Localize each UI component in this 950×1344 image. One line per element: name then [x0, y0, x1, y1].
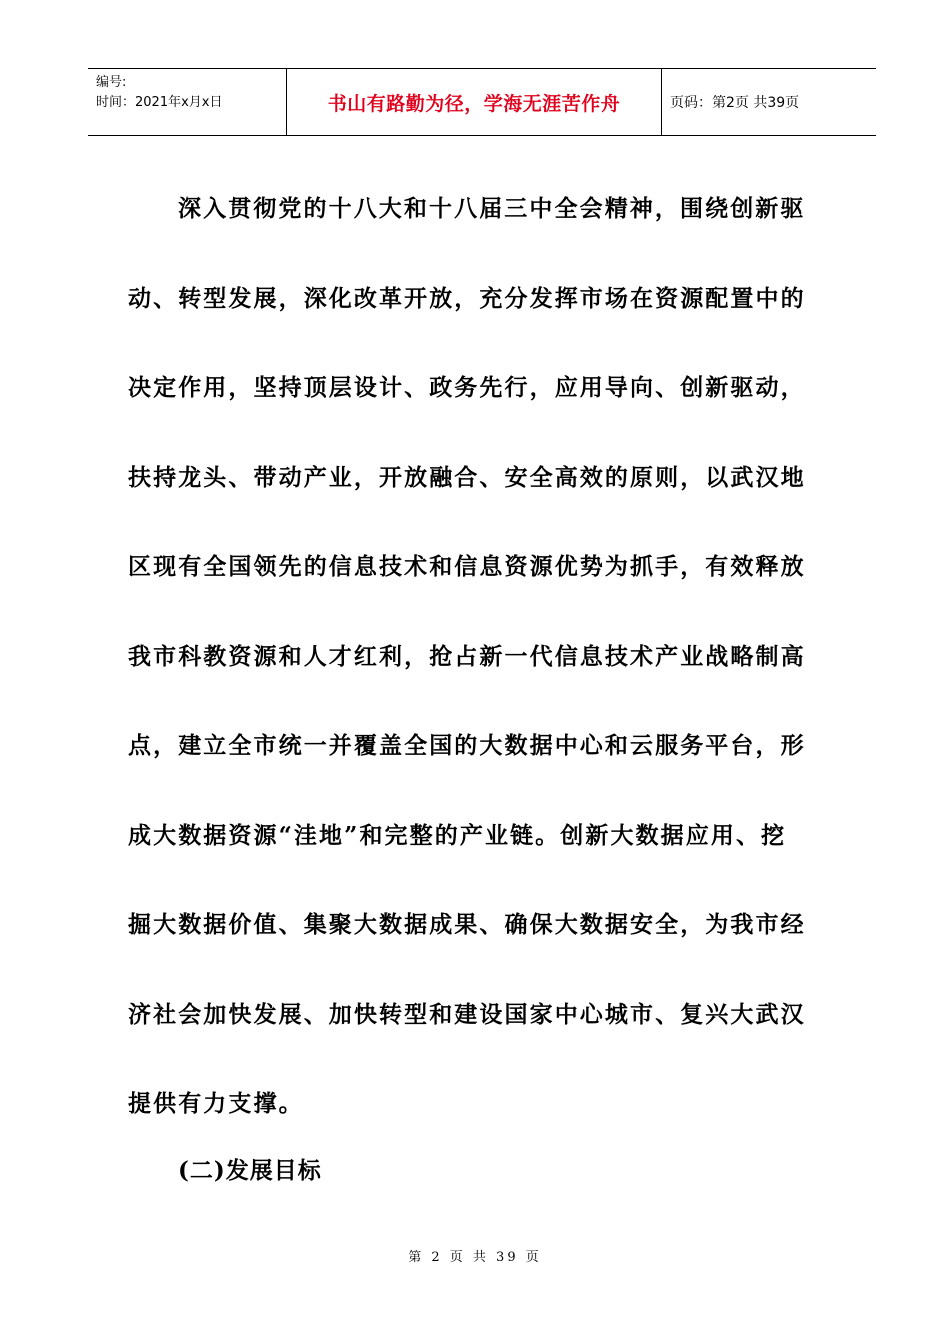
page-footer: 第 2 页 共 39 页 [408, 1250, 542, 1265]
header-motto-cell [287, 69, 662, 135]
document-header [88, 68, 876, 136]
paragraph-line: 掘大数据价值、集聚大数据成果、确保大数据安全，为我市经 [128, 911, 806, 938]
header-motto: 书山有路勤为径，学海无涯苦作舟 [327, 92, 621, 115]
document-number-label: 编号: [96, 75, 127, 90]
paragraph-line: 动、转型发展，深化改革开放，充分发挥市场在资源配置中的 [128, 284, 806, 312]
paragraph-line: 区现有全国领先的信息技术和信息资源优势为抓手，有效释放 [128, 553, 806, 580]
section-heading: (二)发展目标 [178, 1157, 322, 1184]
paragraph-line: 点，建立全市统一并覆盖全国的大数据中心和云服务平台，形 [128, 732, 806, 759]
header-meta-cell [88, 69, 287, 135]
body-paragraph [128, 164, 828, 1149]
header-page-info: 页码：第2页 共39页 [670, 95, 800, 111]
paragraph-line: 济社会加快发展、加快转型和建设国家中心城市、复兴大武汉 [128, 1000, 806, 1028]
paragraph-line: 深入贯彻党的十八大和十八届三中全会精神，围绕创新驱 [178, 195, 806, 222]
paragraph-line: 成大数据资源“洼地”和完整的产业链。创新大数据应用、挖 [128, 821, 787, 849]
paragraph-line: 提供有力支撑。 [128, 1090, 304, 1117]
header-page-cell [662, 69, 876, 135]
paragraph-line: 决定作用，坚持顶层设计、政务先行，应用导向、创新驱动， [128, 374, 806, 401]
document-date-label: 时间：2021年x月x日 [96, 95, 223, 110]
paragraph-line: 我市科教资源和人才红利，抢占新一代信息技术产业战略制高 [128, 642, 806, 670]
paragraph-line: 扶持龙头、带动产业，开放融合、安全高效的原则，以武汉地 [128, 463, 806, 491]
